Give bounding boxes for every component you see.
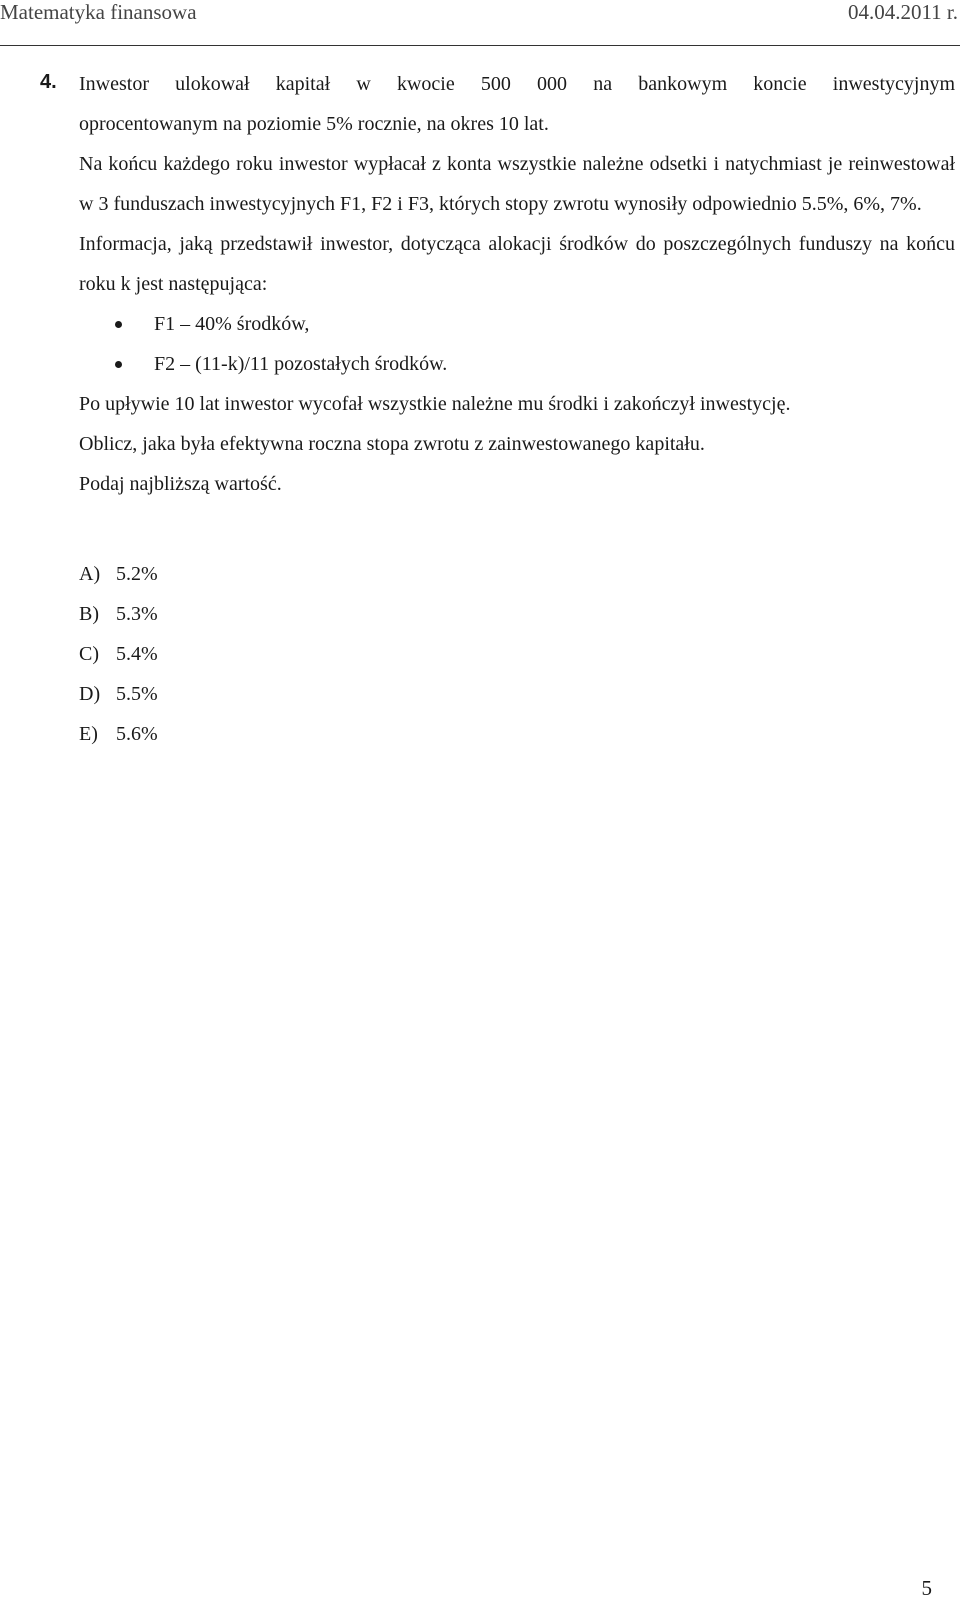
option-value: 5.2% <box>116 563 158 585</box>
task-paragraph-4: Po upływie 10 lat inwestor wycofał wszystkie należne mu środki i zakończył inwestycję. <box>79 393 791 415</box>
answer-option-c <box>79 634 158 674</box>
answer-option-e <box>79 714 158 754</box>
page-number: 5 <box>921 1576 932 1600</box>
option-value: 5.5% <box>116 683 158 705</box>
allocation-list <box>79 304 955 384</box>
task-paragraph-1-line-1: Inwestor ulokował kapitał w kwocie 500 000 na bankowym koncie inwestycyjnym <box>79 73 955 95</box>
option-letter: C) <box>79 643 99 665</box>
task-paragraph-3: Informacja, jaką przedstawił inwestor, dotycząca alokacji środków do poszczególnych funduszy na końcu roku k jest następująca: <box>79 233 955 295</box>
task-paragraph-6: Podaj najbliższą wartość. <box>79 473 282 495</box>
list-item-text: F1 – 40% środków, <box>154 313 310 335</box>
task-paragraph-5: Oblicz, jaka była efektywna roczna stopa zwrotu z zainwestowanego kapitału. <box>79 433 705 455</box>
task-content <box>79 64 955 504</box>
header-title: Matematyka finansowa <box>0 0 197 24</box>
page-header <box>0 0 960 46</box>
list-item-text: F2 – (11-k)/11 pozostałych środków. <box>154 353 448 375</box>
task-paragraph-2: Na końcu każdego roku inwestor wypłacał z konta wszystkie należne odsetki i natychmiast je reinwestował w 3 funduszach inwestycyjnych F1, F2 i F3, których stopy zwrotu wynosiły odpowiednio 5.5%, 6%, 7%. <box>79 153 955 215</box>
option-value: 5.3% <box>116 603 158 625</box>
answer-option-b <box>79 594 158 634</box>
bullet-icon <box>115 361 122 368</box>
answer-options <box>79 554 158 754</box>
option-letter: D) <box>79 683 101 705</box>
task-number: 4. <box>40 71 57 93</box>
list-item <box>79 344 955 384</box>
bullet-icon <box>115 321 122 328</box>
header-date: 04.04.2011 r. <box>847 0 958 24</box>
option-value: 5.4% <box>116 643 158 665</box>
option-value: 5.6% <box>116 723 158 745</box>
task-paragraph-1-line-2: oprocentowanym na poziomie 5% rocznie, na okres 10 lat. <box>79 113 549 135</box>
answer-option-d <box>79 674 158 714</box>
option-letter: E) <box>79 723 98 745</box>
option-letter: B) <box>79 603 99 625</box>
answer-option-a <box>79 554 158 594</box>
option-letter: A) <box>79 563 101 585</box>
list-item <box>79 304 955 344</box>
